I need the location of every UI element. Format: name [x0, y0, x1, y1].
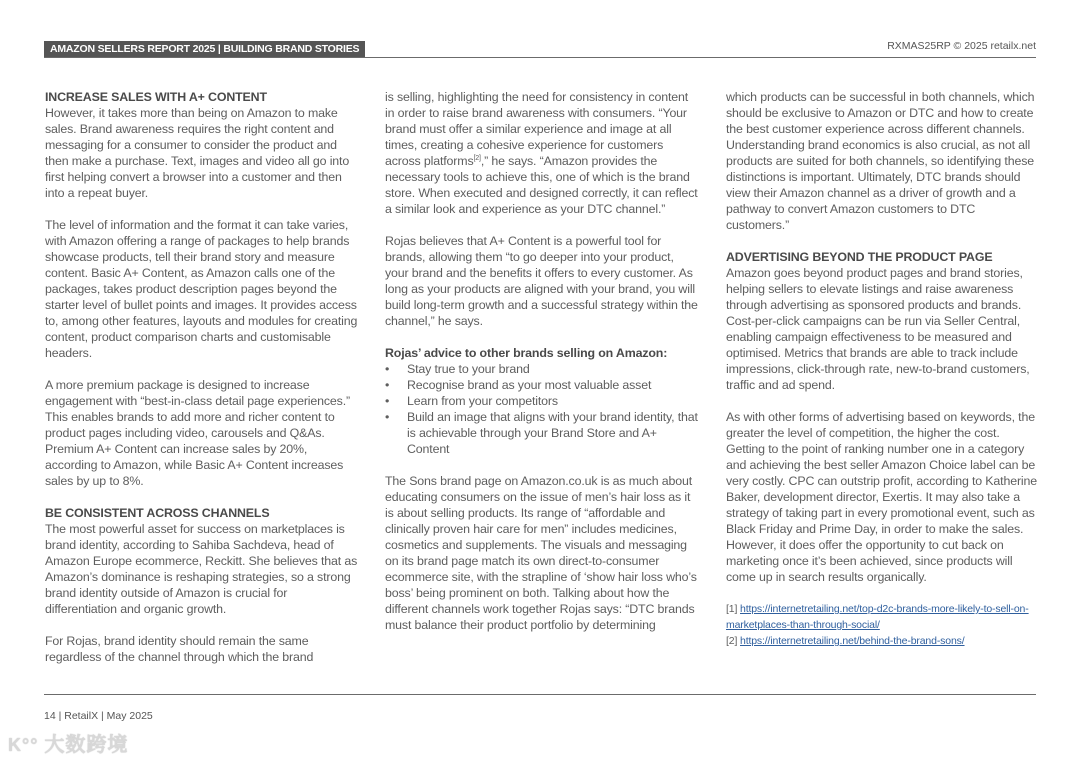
reference-link[interactable]: https://internetretailing.net/behind-the-brand-sons/	[740, 635, 965, 647]
paragraph: The Sons brand page on Amazon.co.uk is as much about educating consumers on the issue of men’s hair loss as it is about selling products. Its range of “affordable and clinically proven hair care for men” includes medicines, cosmetics and supplements. The visuals and messaging on its brand page match its own direct-to-consumer ecommerce site, with the strapline of ‘show hair loss who’s boss’ being prominent on both. Talking about how the different channels work together Rojas says: “DTC brands must balance their product portfolio by determining	[385, 474, 697, 632]
advice-item	[385, 393, 700, 409]
advice-item	[385, 361, 700, 377]
page-header	[44, 41, 1036, 58]
reference-marker: [1]	[726, 603, 740, 615]
watermark-text: 大数跨境	[44, 734, 129, 756]
footnote-marker[interactable]: [2]	[473, 155, 481, 162]
bullet-icon: •	[385, 378, 390, 392]
paragraph: The level of information and the format it can take varies, with Amazon offering a range of packages to help brands showcase products, tell their brand story and measure content. Basic A+ Content, as Amazon calls one of the packages, takes product description pages beyond the starter level of bullet points and images. It provides access to, among other features, layouts and modules for creating content, product comparison charts and customisable headers.	[45, 218, 358, 360]
paragraph: As with other forms of advertising based on keywords, the greater the level of competition, the higher the cost. Getting to the point of ranking number one in a category and achieving the best seller Amazon Choice label can be very costly. CPC can outstrip profit, according to Katherine Baker, development director, Exertis. It may also take a strategy of taking part in every promotional event, such as Black Friday and Prime Day, in order to make the sales. However, it does offer the opportunity to cut back on marketing once it’s been achieved, since products will come up in search results organically.	[726, 410, 1038, 584]
advice-list	[385, 361, 700, 457]
section-heading-consistent-channels: BE CONSISTENT ACROSS CHANNELS	[45, 506, 270, 520]
reference-link[interactable]: https://internetretailing.net/top-d2c-brands-more-likely-to-sell-on-marketplaces-than-through-social/	[726, 603, 1029, 631]
advice-item-text: Build an image that aligns with your brand identity, that is achievable through your Brand Store and A+ Content	[407, 410, 698, 456]
advice-item	[385, 377, 700, 393]
bullet-icon: •	[385, 394, 390, 408]
report-code: RXMAS25RP © 2025 retailx.net	[887, 40, 1036, 52]
advice-item	[385, 409, 700, 457]
watermark	[8, 728, 128, 757]
advice-item-text: Learn from your competitors	[407, 394, 558, 408]
paragraph-text: ,” he says. “Amazon provides the necessary tools to achieve this, one of which is the brand store. When executed and designed correctly, it can reflect a similar look and experience as your DTC channel.”	[385, 154, 698, 216]
advice-item-text: Stay true to your brand	[407, 362, 530, 376]
column-2	[385, 89, 700, 649]
reference-item	[726, 633, 1041, 649]
watermark-logo-icon: K°°	[8, 735, 39, 755]
paragraph: For Rojas, brand identity should remain the same regardless of the channel through which the brand	[45, 634, 314, 664]
section-heading-a-plus-content: INCREASE SALES WITH A+ CONTENT	[45, 90, 267, 104]
column-3	[726, 89, 1041, 649]
footer-divider	[44, 694, 1036, 695]
reference-marker: [2]	[726, 635, 740, 647]
advice-heading: Rojas’ advice to other brands selling on Amazon:	[385, 346, 668, 360]
bullet-icon: •	[385, 410, 390, 424]
paragraph: A more premium package is designed to increase engagement with “best-in-class detail page experiences.” This enables brands to add more and richer content to product pages including video, carousels and Q&As. Premium A+ Content can increase sales by 20%, according to Amazon, while Basic A+ Content increases sales by up to 8%.	[45, 378, 350, 488]
paragraph: The most powerful asset for success on marketplaces is brand identity, according to Sahiba Sachdeva, head of Amazon Europe ecommerce, Reckitt. She believes that as Amazon’s dominance is reshaping strategies, so a strong brand identity outside of Amazon is crucial for differentiation and organic growth.	[45, 522, 358, 616]
paragraph	[385, 89, 700, 217]
column-1	[45, 89, 360, 681]
references	[726, 601, 1041, 649]
paragraph: which products can be successful in both channels, which should be exclusive to Amazon or DTC and how to create the best customer experience across different channels. Understanding brand economics is also crucial, as not all products are suited for both channels, so identifying these distinctions is important. Ultimately, DTC brands should view their Amazon channel as a driver of growth and a pathway to convert Amazon customers to DTC customers.”	[726, 90, 1035, 232]
page-footer: 14 | RetailX | May 2025	[44, 710, 153, 722]
section-heading-advertising: ADVERTISING BEYOND THE PRODUCT PAGE	[726, 250, 993, 264]
section-tag: AMAZON SELLERS REPORT 2025 | BUILDING BRAND STORIES	[44, 41, 365, 57]
paragraph: Rojas believes that A+ Content is a powerful tool for brands, allowing them “to go deeper into your product, your brand and the benefits it offers to every customer. As long as your products are aligned with your brand, you will build long-term growth and a successful strategy within the channel,” he says.	[385, 234, 698, 328]
bullet-icon: •	[385, 362, 390, 376]
paragraph: Amazon goes beyond product pages and brand stories, helping sellers to elevate listings and raise awareness through advertising as sponsored products and brands. Cost-per-click campaigns can be run via Seller Central, enabling campaign effectiveness to be measured and optimised. Metrics that brands are able to track include impressions, click-through rate, new-to-brand customers, traffic and ad spend.	[726, 266, 1030, 392]
paragraph: However, it takes more than being on Amazon to make sales. Brand awareness requires the right content and messaging for a consumer to consider the product and then make a purchase. Text, images and video all go into first helping convert a browser into a customer and then into a repeat buyer.	[45, 106, 350, 200]
reference-item	[726, 601, 1041, 633]
paragraph-text: is selling, highlighting the need for consistency in content in order to raise brand awareness with consumers. “Your brand must offer a similar experience and image at all times, creating a cohesive experience for customers across platforms	[385, 90, 689, 168]
advice-item-text: Recognise brand as your most valuable asset	[407, 378, 652, 392]
